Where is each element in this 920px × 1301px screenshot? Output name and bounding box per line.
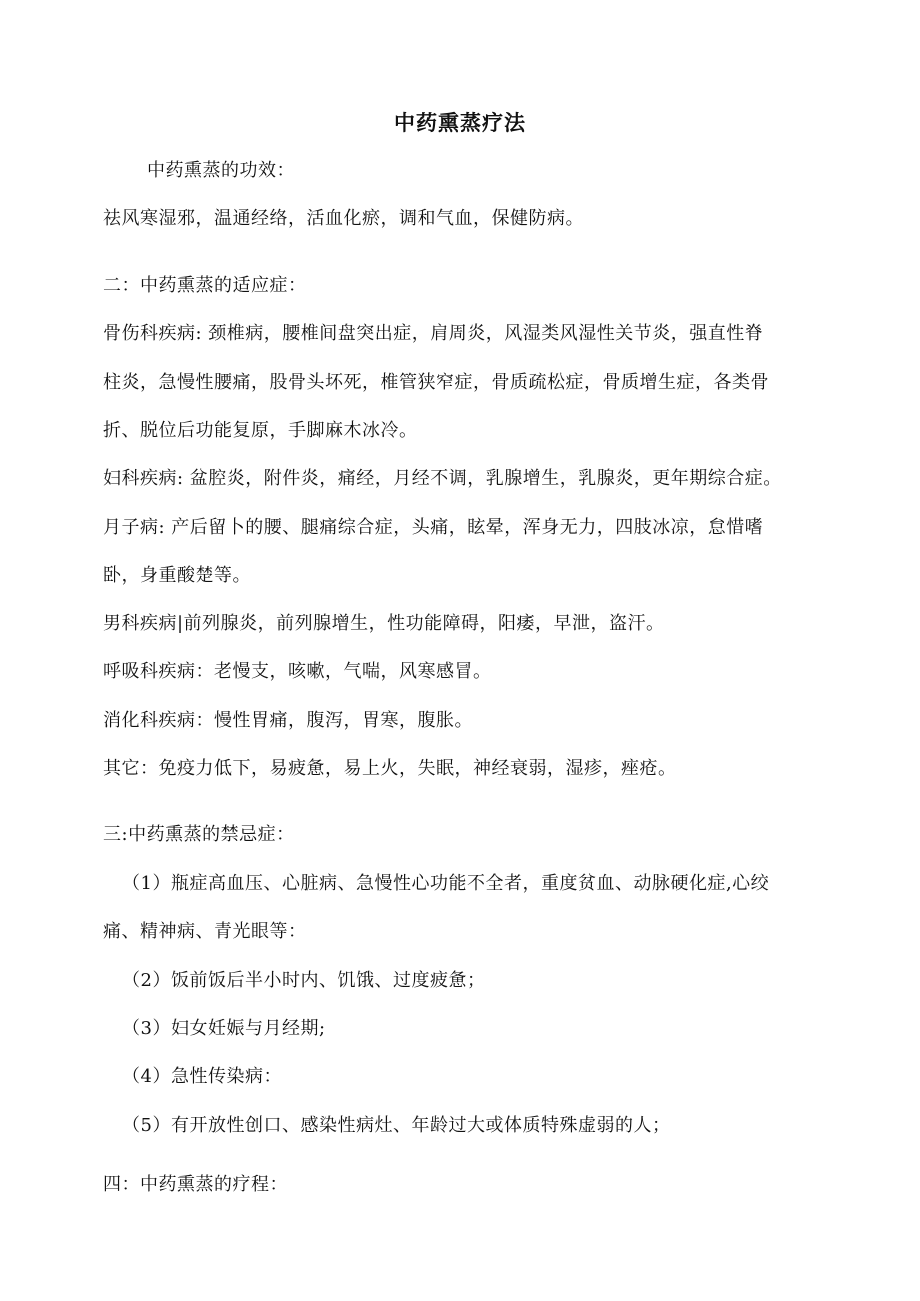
section-indications-heading: 二：中药熏蒸的适应症：: [103, 275, 307, 296]
other-line: 其它：免疫力低下，易疲惫，易上火，失眠，神经衰弱，湿疹，痤疮。: [103, 758, 677, 779]
contraindication-2: （2）饭前饭后半小时内、饥饿、过度疲惫；: [122, 970, 486, 991]
postpartum-line-1: 月子病: 产后留卜的腰、腿痛综合症，头痛，眩晕，浑身无力，四肢冰凉，怠惜嗜: [103, 517, 764, 538]
digestive-line: 消化科疾病：慢性胃痛，腹泻，胃寒，腹胀。: [103, 710, 473, 731]
efficacy-text: 祛风寒湿邪，温通经络，活血化瘀，调和气血，保健防病。: [103, 208, 584, 229]
contraindication-5: （5）有开放性创口、感染性病灶、年龄过大或体质特殊虚弱的人；: [122, 1115, 671, 1136]
orthopedic-line-1: 骨伤科疾病: 颈椎病，腰椎间盘突出症，肩周炎，风湿类风湿性关节炎，强直性脊: [103, 323, 764, 344]
contraindication-1-line-1: （1）瓶症高血压、心脏病、急慢性心功能不全者，重度贫血、动脉硬化症,心绞: [122, 873, 770, 894]
contraindication-1-line-2: 痛、精神病、青光眼等：: [103, 921, 307, 942]
orthopedic-line-2: 柱炎，急慢性腰痛，股骨头坏死，椎管狭窄症，骨质疏松症，骨质增生症，各类骨: [103, 372, 769, 393]
orthopedic-line-3: 折、脱位后功能复原，手脚麻木冰冷。: [103, 420, 418, 441]
postpartum-line-2: 卧，身重酸楚等。: [103, 565, 251, 586]
respiratory-line: 呼吸科疾病：老慢支，咳嗽，气喘，风寒感冒。: [103, 661, 492, 682]
section-efficacy-heading: 中药熏蒸的功效：: [147, 160, 295, 181]
andrology-line: 男科疾病|前列腺炎，前列腺增生，性功能障碍，阳痿，早泄，盗汗。: [103, 613, 665, 634]
gynecology-line: 妇科疾病: 盆腔炎，附件炎，痛经，月经不调，乳腺增生，乳腺炎，更年期综合症。: [103, 468, 782, 489]
section-contraindications-heading: 三:中药熏蒸的禁忌症：: [103, 824, 295, 845]
section-course-heading: 四：中药熏蒸的疗程：: [103, 1174, 288, 1195]
contraindication-3: （3）妇女妊娠与月经期;: [122, 1018, 326, 1039]
document-title: 中药熏蒸疗法: [394, 111, 526, 135]
contraindication-4: （4）急性传染病：: [122, 1066, 282, 1087]
